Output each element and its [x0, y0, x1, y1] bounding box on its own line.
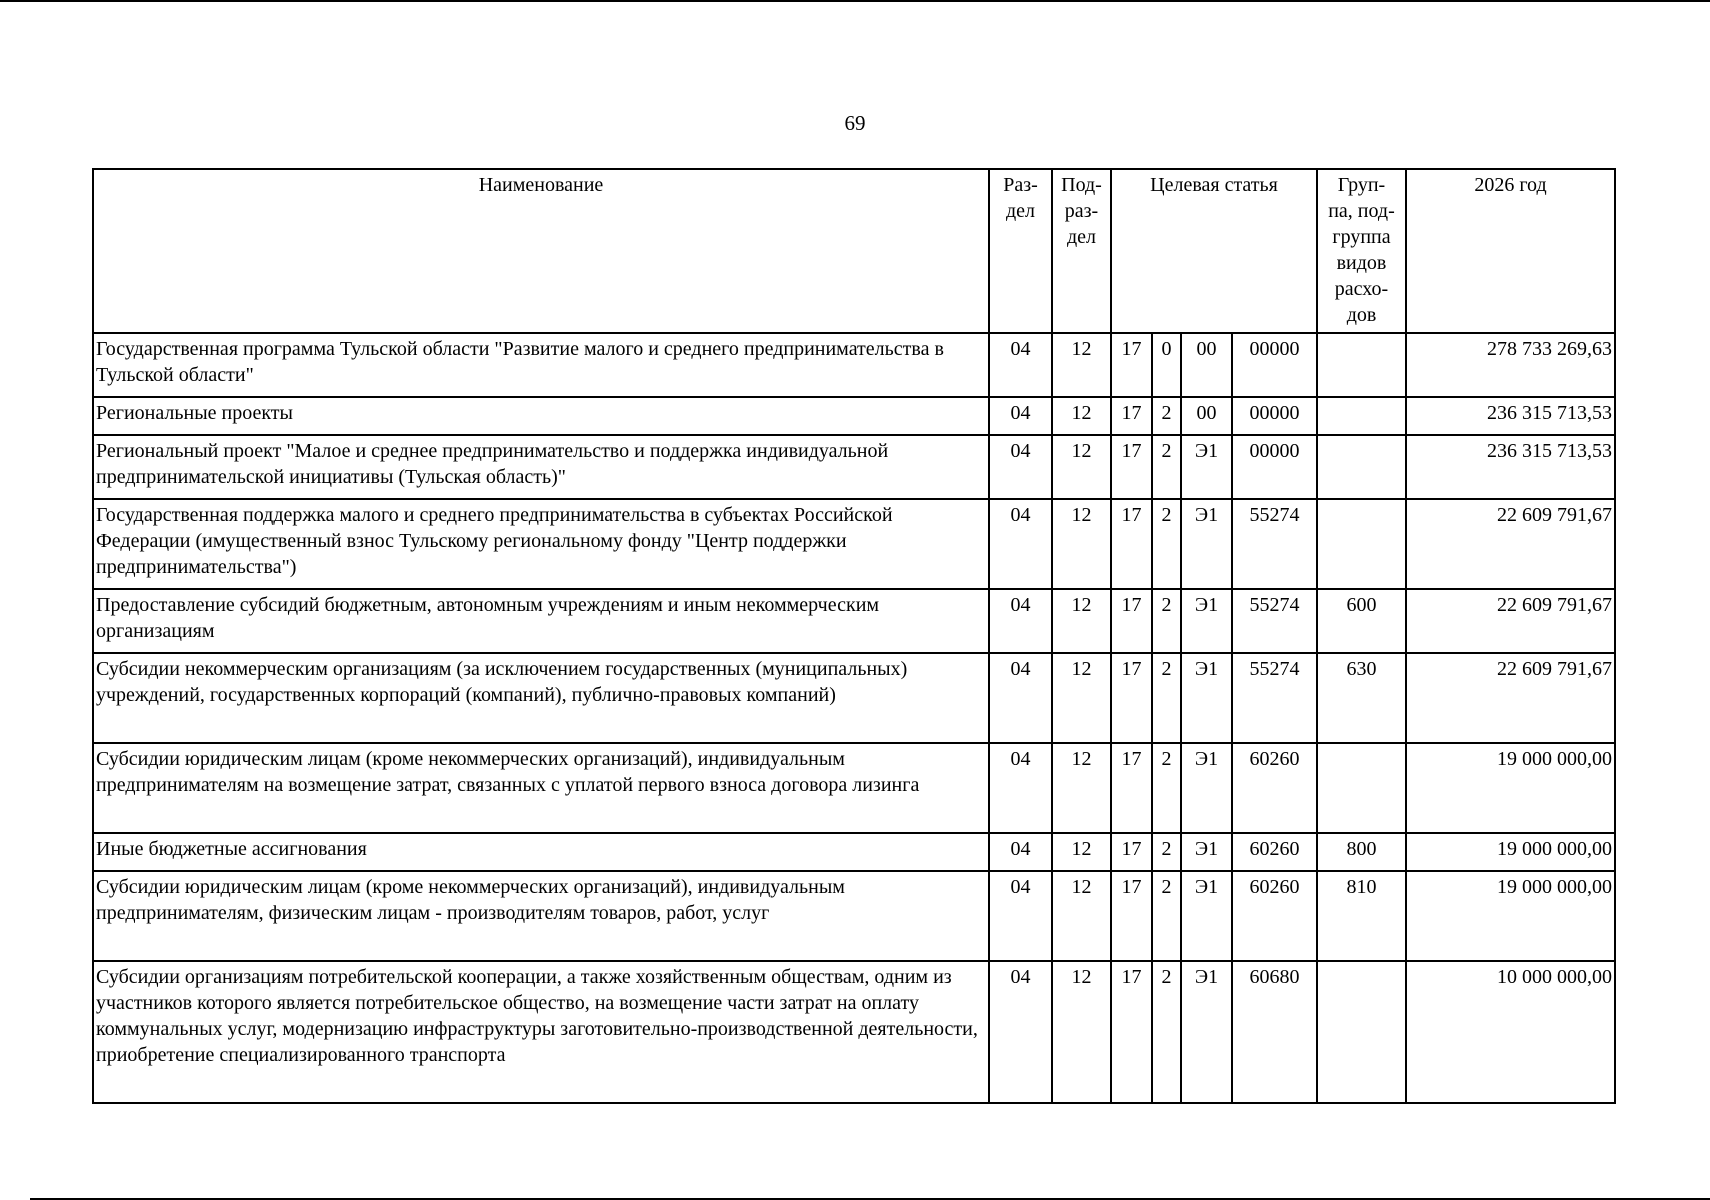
row-amount: 236 315 713,53 [1406, 397, 1615, 435]
row-subsection: 12 [1052, 653, 1111, 743]
header-expense-group [1317, 169, 1406, 333]
row-subsection: 12 [1052, 333, 1111, 397]
row-target-code: 60260 [1232, 833, 1317, 871]
row-section: 04 [989, 833, 1052, 871]
row-amount: 10 000 000,00 [1406, 961, 1615, 1103]
row-name: Региональный проект "Малое и среднее предпринимательство и поддержка индивидуальной предпринимательской инициативы (Тульская область)" [93, 435, 989, 499]
header-section [989, 169, 1052, 333]
budget-table [92, 168, 1616, 1104]
row-section: 04 [989, 499, 1052, 589]
row-subsection: 12 [1052, 743, 1111, 833]
row-section: 04 [989, 961, 1052, 1103]
table-row [93, 961, 1615, 1103]
table-row [93, 499, 1615, 589]
row-target-subprogram: 2 [1152, 589, 1181, 653]
row-subsection: 12 [1052, 833, 1111, 871]
row-section: 04 [989, 333, 1052, 397]
row-target-activity: 00 [1181, 397, 1232, 435]
row-target-program: 17 [1111, 743, 1152, 833]
row-target-subprogram: 2 [1152, 743, 1181, 833]
row-target-subprogram: 2 [1152, 435, 1181, 499]
row-subsection: 12 [1052, 435, 1111, 499]
row-expense-group: 630 [1317, 653, 1406, 743]
row-target-code: 00000 [1232, 397, 1317, 435]
row-target-subprogram: 2 [1152, 833, 1181, 871]
row-target-program: 17 [1111, 589, 1152, 653]
row-target-subprogram: 2 [1152, 871, 1181, 961]
table-row [93, 743, 1615, 833]
table-row [93, 435, 1615, 499]
row-target-subprogram: 0 [1152, 333, 1181, 397]
header-subsection [1052, 169, 1111, 333]
row-target-program: 17 [1111, 961, 1152, 1103]
row-subsection: 12 [1052, 499, 1111, 589]
row-target-program: 17 [1111, 833, 1152, 871]
row-amount: 19 000 000,00 [1406, 743, 1615, 833]
header-year: 2026 год [1406, 169, 1615, 333]
row-expense-group [1317, 333, 1406, 397]
row-target-subprogram: 2 [1152, 961, 1181, 1103]
row-amount: 236 315 713,53 [1406, 435, 1615, 499]
row-target-activity: Э1 [1181, 653, 1232, 743]
row-expense-group [1317, 961, 1406, 1103]
row-target-activity: 00 [1181, 333, 1232, 397]
row-amount: 19 000 000,00 [1406, 833, 1615, 871]
row-section: 04 [989, 397, 1052, 435]
row-expense-group [1317, 743, 1406, 833]
row-name: Субсидии юридическим лицам (кроме некоммерческих организаций), индивидуальным предпринимателям на возмещение затрат, связанных с уплатой первого взноса договора лизинга [93, 743, 989, 833]
table-row [93, 871, 1615, 961]
row-section: 04 [989, 743, 1052, 833]
row-target-code: 60260 [1232, 743, 1317, 833]
row-target-subprogram: 2 [1152, 499, 1181, 589]
row-target-code: 55274 [1232, 653, 1317, 743]
row-target-program: 17 [1111, 435, 1152, 499]
row-expense-group [1317, 397, 1406, 435]
row-target-activity: Э1 [1181, 961, 1232, 1103]
row-target-program: 17 [1111, 499, 1152, 589]
row-name: Региональные проекты [93, 397, 989, 435]
row-target-subprogram: 2 [1152, 397, 1181, 435]
header-subsection-label: Под- раз- дел [1061, 174, 1102, 248]
row-section: 04 [989, 435, 1052, 499]
row-section: 04 [989, 871, 1052, 961]
header-name: Наименование [93, 169, 989, 333]
row-expense-group [1317, 499, 1406, 589]
row-name: Государственная программа Тульской области "Развитие малого и среднего предпринимательства в Тульской области" [93, 333, 989, 397]
row-section: 04 [989, 589, 1052, 653]
row-target-program: 17 [1111, 333, 1152, 397]
row-expense-group: 800 [1317, 833, 1406, 871]
row-section: 04 [989, 653, 1052, 743]
row-target-activity: Э1 [1181, 589, 1232, 653]
row-name: Субсидии некоммерческим организациям (за исключением государственных (муниципальных) учреждений, государственных корпораций (компаний), публично-правовых компаний) [93, 653, 989, 743]
row-target-code: 55274 [1232, 589, 1317, 653]
row-expense-group: 600 [1317, 589, 1406, 653]
row-target-code: 60260 [1232, 871, 1317, 961]
row-target-subprogram: 2 [1152, 653, 1181, 743]
row-name: Иные бюджетные ассигнования [93, 833, 989, 871]
row-subsection: 12 [1052, 871, 1111, 961]
row-name: Субсидии организациям потребительской кооперации, а также хозяйственным обществам, одним из участников которого является потребительское общество, на возмещение части затрат на оплату коммунальных услуг, модернизацию инфраструктуры заготовительно-производственной деятельности, приобретение специализированного транспорта [93, 961, 989, 1103]
header-section-label: Раз- дел [1003, 174, 1038, 222]
row-target-program: 17 [1111, 653, 1152, 743]
row-target-program: 17 [1111, 397, 1152, 435]
row-name: Государственная поддержка малого и среднего предпринимательства в субъектах Российской Федерации (имущественный взнос Тульскому региональному фонду "Центр поддержки предпринимательства") [93, 499, 989, 589]
row-subsection: 12 [1052, 589, 1111, 653]
header-expense-group-label: Груп- па, под- группа видов расхо- дов [1328, 174, 1395, 326]
row-target-activity: Э1 [1181, 435, 1232, 499]
row-target-activity: Э1 [1181, 871, 1232, 961]
row-target-activity: Э1 [1181, 743, 1232, 833]
row-subsection: 12 [1052, 961, 1111, 1103]
scan-edge-top [0, 0, 1710, 2]
row-target-activity: Э1 [1181, 833, 1232, 871]
row-name: Субсидии юридическим лицам (кроме некоммерческих организаций), индивидуальным предпринимателям, физическим лицам - производителям товаров, работ, услуг [93, 871, 989, 961]
row-amount: 19 000 000,00 [1406, 871, 1615, 961]
row-expense-group: 810 [1317, 871, 1406, 961]
row-target-program: 17 [1111, 871, 1152, 961]
row-subsection: 12 [1052, 397, 1111, 435]
row-target-code: 60680 [1232, 961, 1317, 1103]
table-row [93, 653, 1615, 743]
row-amount: 278 733 269,63 [1406, 333, 1615, 397]
table-row [93, 397, 1615, 435]
table-row [93, 833, 1615, 871]
row-target-activity: Э1 [1181, 499, 1232, 589]
table-row [93, 589, 1615, 653]
row-amount: 22 609 791,67 [1406, 499, 1615, 589]
table-header-row [93, 169, 1615, 333]
table-row [93, 333, 1615, 397]
row-target-code: 55274 [1232, 499, 1317, 589]
row-amount: 22 609 791,67 [1406, 653, 1615, 743]
header-target-article: Целевая статья [1111, 169, 1317, 333]
row-amount: 22 609 791,67 [1406, 589, 1615, 653]
row-expense-group [1317, 435, 1406, 499]
row-name: Предоставление субсидий бюджетным, автономным учреждениям и иным некоммерческим организациям [93, 589, 989, 653]
page-number: 69 [844, 111, 866, 135]
row-target-code: 00000 [1232, 333, 1317, 397]
row-target-code: 00000 [1232, 435, 1317, 499]
